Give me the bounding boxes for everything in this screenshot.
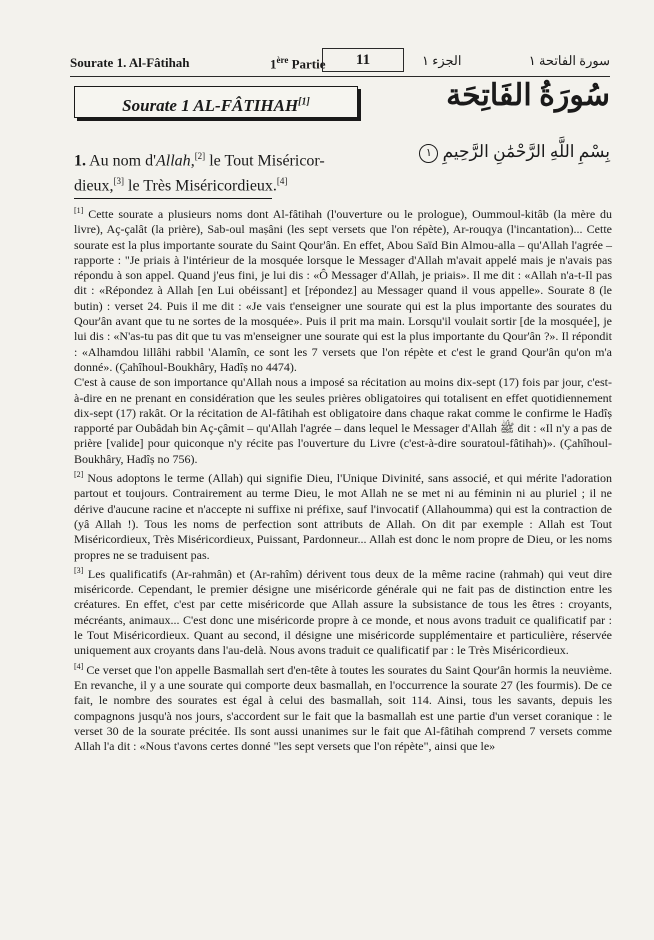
verse-number-marker: ١ [419, 144, 438, 163]
arabic-surah-title: سُورَةُ الفَاتِحَة [446, 79, 610, 112]
page-number: 11 [322, 48, 404, 72]
surah-title-box [74, 86, 358, 118]
footnote-rule [74, 198, 272, 199]
footnote: [1] Cette sourate a plusieurs noms dont Al-fâtihah (l'ouverture ou le prologue), Oummoul-kitâb (la mère du livre), Aç-çalât (la prière), Sab-oul maṣâni (les sept versets que l'on répète), Ar-rouqya (l'incantation)... Cette sourate est la plus importante sourate du Saint Qour'ân. En effet, Abou Saïd Bin Almou-alla – qu'Allah l'agrée – rapporte : "Je priais à l'intérieur de la mosquée lorsque le Messager d'Allah m'avait appelé mais je n'avais pas répondu à son appel. Quand j'eus fini, je lui dis : «Ô Messager d'Allah, je priais». Il me dit : «Allah n'a-t-Il pas dit : «Répondez à Allah [en Lui obéissant] et [répondez] au Messager quand il vous appelle». Sourate 8 (le butin) : verset 24. Puis il me dit : «Je vais t'enseigner une sourate qui est la plus importante des sourates du Qour'ân avant que tu ne sortes de la mosquée». Puis il prit ma main. Lorsqu'il voulait sortir [de la mosquée], je lui dis : «N'as-tu pas dit que tu vas m'enseigner une sourate qui est la plus importante du Qour'ân ?». Il répondit : «Alhamdou lillâhi rabbil 'Alamîn, ce sont les 7 versets que l'on répète et c'est le grand Qour'ân qu'on m'a donné». (Çahîhoul-Boukhâry, Hadîṣ no 4474). [74, 206, 613, 374]
header-part: 1ère Partie [270, 55, 326, 72]
header-juz: الجزء ١ [422, 53, 462, 68]
footnote: [3] Les qualificatifs (Ar-rahmân) et (Ar-rahîm) dérivent tous deux de la même racine (rahmah) qui veut dire miséricorde. Cependant, le premier désigne une miséricorde générale qui ne fait pas de distinction entre les créatures. En effet, c'est par cette miséricorde que Allah assure la subsistance de tous les êtres : croyants, mécréants, animaux... C'est donc une miséricorde propre à ce monde, et nous avons traduit ce qualificatif par : le Tout Miséricordieux. Quant au second, il désigne une miséricorde supplémentaire et particulière, réservée uniquement aux croyants dans l'au-delà. Nous avons traduit ce qualificatif par : le Très Miséricordieux. [74, 565, 612, 658]
header-surah-name: Sourate 1. Al-Fâtihah [70, 55, 190, 70]
footnote: [2] Nous adoptons le terme (Allah) qui signifie Dieu, l'Unique Divinité, sans associé, et qui mérite l'adoration partout et toujours. Contrairement au terme Dieu, le mot Allah ne se met ni au féminin ni au pluriel ; il ne dérive d'aucune racine et n'accepte ni suffixe ni préfixe, sauf l'invocatif (Allahoumma) qui est la contraction de (yâ Allah !). Tous les noms de perfection sont attributs de Allah. On dit par exemple : Allah est Tout Miséricordieux, Très Miséricordieux, Puissant, Pardonneur... Allah est donc le nom propre de Dieu, or les noms propres ne se traduisent pas. [74, 470, 613, 562]
verse-arabic: بِسْمِ اللَّهِ الرَّحْمَٰنِ الرَّحِيمِ ١ [385, 142, 610, 163]
surah-title: Sourate 1 AL-FÂTIHAH[1] [122, 95, 310, 115]
header-arabic-surah: سورة الفاتحة ١ [528, 53, 610, 68]
footnote: [4] Ce verset que l'on appelle Basmallah sert d'en-tête à toutes les sourates du Saint Qour'ân hormis la neuvième. En revanche, il y a une sourate qui comporte deux basmallah, en l'occurrence la sourate 27 (les fourmis). De ce fait, le nombre des sourates est égal à celui des basmallah, soit 114. Ainsi, tous les savants, depuis les compagnons jusqu'à nos jours, s'accordent sur le fait que la basmallah est une partie d'un verset coranique : le verset 30 de la sourate précitée. Ils sont aussi unanimes sur le fait que Al-fâtihah comprend 7 versets comme Allah l'a dit : «Nous t'avons certes donné "les sept versets que l'on répète", ainsi que le» [74, 661, 612, 754]
running-header [70, 46, 610, 77]
footnotes [74, 203, 612, 754]
verse-french: 1. Au nom d'Allah,[2] le Tout Miséricor-dieux,[3] le Très Miséricordieux.[4] [74, 151, 325, 195]
footnote-continuation: C'est à cause de son importance qu'Allah nous a imposé sa récitation au moins dix-sept (17) fois par jour, c'est-à-dire en ne prenant en considération que les seules prières obligatoires qui totalisent en effet quotidiennement dix-sept (17) rakât. Or la récitation de Al-fâtihah est obligatoire dans chaque rakat comme le confirme le Hadîṣ rapporté par Oubâdah bin Aç-çâmit – qu'Allah l'agrée – dans lequel le Messager d'Allah ﷺ dit : «Il n'y a pas de prière [valide] pour quiconque n'y récite pas l'ouverture du Livre (c'est-à-dire souratoul-fâtihah)». (Çahîhoul-Boukhâry, Hadîṣ no 756). [74, 375, 612, 466]
